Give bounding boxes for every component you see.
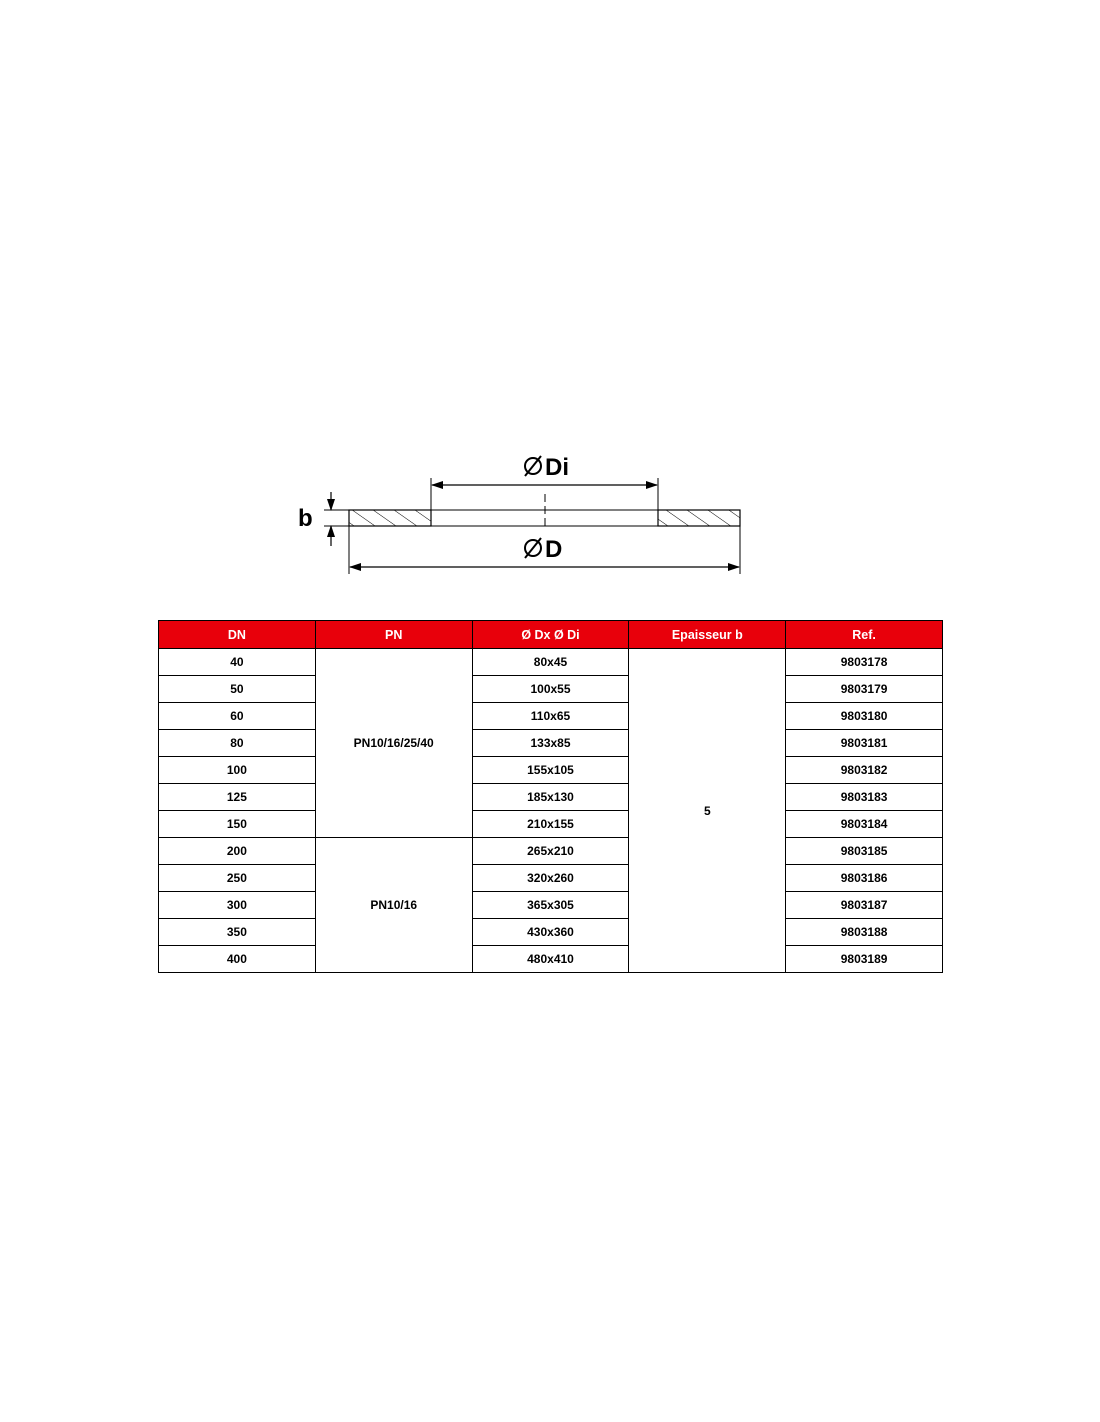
cell-dimensions: 265x210 xyxy=(472,838,629,865)
cell-dn: 400 xyxy=(159,946,316,973)
table-row xyxy=(159,892,943,919)
cell-ref: 9803184 xyxy=(786,811,943,838)
cell-dn: 60 xyxy=(159,703,316,730)
cell-ref: 9803187 xyxy=(786,892,943,919)
gasket-cross-section-diagram xyxy=(0,0,1100,600)
cell-thickness: 5 xyxy=(629,649,786,973)
gasket-left-section xyxy=(349,510,431,526)
cell-ref: 9803178 xyxy=(786,649,943,676)
cell-dn: 100 xyxy=(159,757,316,784)
cell-dn: 350 xyxy=(159,919,316,946)
header-dimensions: Ø Dx Ø Di xyxy=(472,621,629,649)
cell-dimensions: 320x260 xyxy=(472,865,629,892)
header-thickness: Epaisseur b xyxy=(629,621,786,649)
table-body xyxy=(159,649,943,973)
table-row xyxy=(159,676,943,703)
table-row xyxy=(159,811,943,838)
table-row xyxy=(159,703,943,730)
cell-dimensions: 430x360 xyxy=(472,919,629,946)
cell-dn: 300 xyxy=(159,892,316,919)
gasket-spec-table xyxy=(158,620,943,973)
header-dn: DN xyxy=(159,621,316,649)
cell-dn: 250 xyxy=(159,865,316,892)
cell-dn: 150 xyxy=(159,811,316,838)
cell-dimensions: 110x65 xyxy=(472,703,629,730)
table-row xyxy=(159,919,943,946)
diameter-symbol-icon xyxy=(525,538,541,558)
di-label-text: Di xyxy=(545,454,569,481)
diameter-symbol-icon xyxy=(525,456,541,476)
table-header-row xyxy=(159,621,943,649)
cell-ref: 9803183 xyxy=(786,784,943,811)
table-row xyxy=(159,757,943,784)
d-label-text: D xyxy=(545,536,563,563)
cell-dimensions: 185x130 xyxy=(472,784,629,811)
cell-ref: 9803181 xyxy=(786,730,943,757)
cell-ref: 9803186 xyxy=(786,865,943,892)
table-row xyxy=(159,730,943,757)
cell-dimensions: 100x55 xyxy=(472,676,629,703)
table-row xyxy=(159,865,943,892)
cell-dimensions: 480x410 xyxy=(472,946,629,973)
cell-pn: PN10/16/25/40 xyxy=(315,649,472,838)
cell-dn: 40 xyxy=(159,649,316,676)
header-pn: PN xyxy=(315,621,472,649)
table-row xyxy=(159,946,943,973)
table-row xyxy=(159,649,943,676)
cell-pn: PN10/16 xyxy=(315,838,472,973)
cell-ref: 9803189 xyxy=(786,946,943,973)
cell-ref: 9803182 xyxy=(786,757,943,784)
cell-ref: 9803180 xyxy=(786,703,943,730)
cell-dimensions: 80x45 xyxy=(472,649,629,676)
b-label-text: b xyxy=(298,505,313,532)
d-label xyxy=(525,536,562,563)
cell-ref: 9803179 xyxy=(786,676,943,703)
cell-dn: 50 xyxy=(159,676,316,703)
cell-ref: 9803185 xyxy=(786,838,943,865)
cell-dn: 125 xyxy=(159,784,316,811)
header-ref: Ref. xyxy=(786,621,943,649)
cell-dn: 80 xyxy=(159,730,316,757)
di-label xyxy=(525,454,569,481)
gasket-right-section xyxy=(658,510,740,526)
cell-dn: 200 xyxy=(159,838,316,865)
cell-ref: 9803188 xyxy=(786,919,943,946)
cell-dimensions: 155x105 xyxy=(472,757,629,784)
table-row xyxy=(159,838,943,865)
cell-dimensions: 210x155 xyxy=(472,811,629,838)
cell-dimensions: 365x305 xyxy=(472,892,629,919)
table-row xyxy=(159,784,943,811)
cell-dimensions: 133x85 xyxy=(472,730,629,757)
